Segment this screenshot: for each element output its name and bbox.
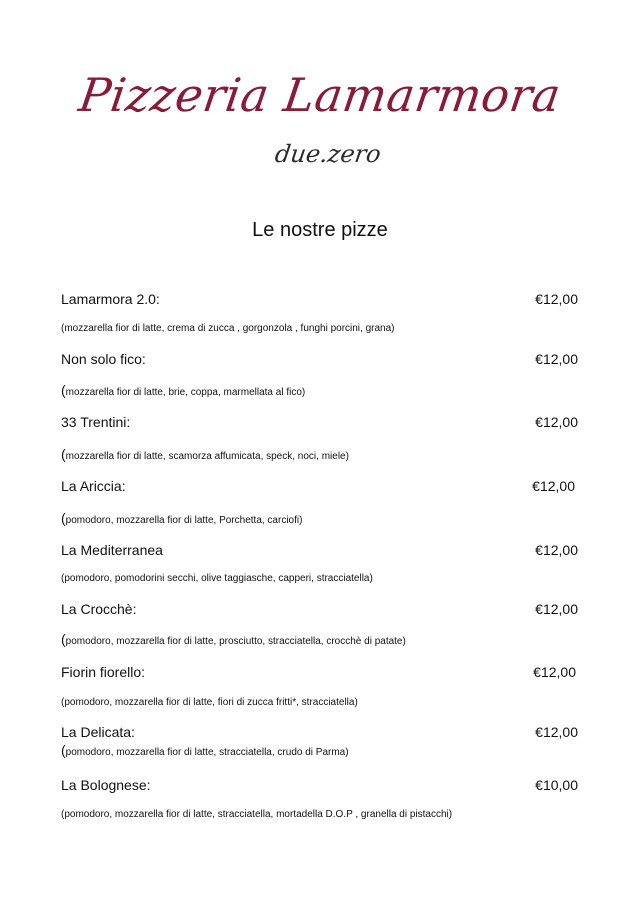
pizza-description: (pomodoro, mozzarella fior di latte, stracciatella, mortadella D.O.P , granella di pistacchi) (61, 809, 453, 820)
pizza-price: €12,00 (535, 542, 578, 558)
pizza-description: (mozzarella fior di latte, crema di zucca , gorgonzola , funghi porcini, grana) (61, 323, 395, 334)
pizza-price: €12,00 (535, 724, 578, 740)
pizza-description (61, 631, 406, 647)
pizza-name: La Crocchè: (61, 601, 137, 617)
description-text: mozzarella fior di latte, brie, coppa, marmellata al fico) (65, 387, 306, 398)
menu-item-row (61, 601, 578, 617)
open-paren: ( (61, 631, 66, 647)
pizza-name: Non solo fico: (61, 351, 146, 367)
open-paren: ( (61, 510, 66, 526)
pizza-price: €12,00 (535, 601, 578, 617)
menu-heading: Le nostre pizze (252, 219, 388, 241)
pizza-description (61, 446, 349, 462)
open-paren: ( (61, 382, 66, 398)
logo-subtitle: due.zero (273, 140, 383, 168)
pizza-description: (pomodoro, mozzarella fior di latte, fiori di zucca fritti*, stracciatella) (61, 697, 358, 708)
pizza-price: €12,00 (535, 351, 578, 367)
restaurant-logo (0, 60, 640, 170)
pizza-name: La Bolognese: (61, 777, 151, 793)
open-paren: ( (61, 446, 66, 462)
menu-item-row (61, 291, 578, 307)
pizza-name: La Mediterranea (61, 542, 163, 558)
pizza-description: (pomodoro, pomodorini secchi, olive taggiasche, capperi, stracciatella) (61, 573, 373, 584)
description-text: mozzarella fior di latte, scamorza affumicata, speck, noci, miele) (65, 451, 349, 462)
pizza-price: €12,00 (535, 414, 578, 430)
description-text: pomodoro, mozzarella fior di latte, prosciutto, stracciatella, crocchè di patate) (65, 636, 406, 647)
pizza-price: €12,00 (533, 664, 576, 680)
pizza-price: €10,00 (535, 777, 578, 793)
menu-item-row (61, 724, 578, 740)
pizza-name: La Ariccia: (61, 478, 126, 494)
menu-item-row (61, 664, 576, 680)
menu-item-row (61, 542, 578, 558)
pizza-price: €12,00 (535, 291, 578, 307)
menu-item-row (61, 414, 578, 430)
logo-title: Pizzeria Lamarmora (75, 68, 565, 122)
pizza-name: 33 Trentini: (61, 414, 131, 430)
menu-item-row (61, 478, 575, 494)
pizza-price: €12,00 (532, 478, 575, 494)
menu-item-row (61, 777, 578, 793)
description-text: pomodoro, mozzarella fior di latte, stracciatella, crudo di Parma) (65, 747, 349, 758)
pizza-name: Lamarmora 2.0: (61, 291, 160, 307)
description-text: pomodoro, mozzarella fior di latte, Porchetta, carciofi) (65, 515, 303, 526)
pizza-description (61, 382, 305, 398)
pizza-name: Fiorin fiorello: (61, 664, 146, 680)
pizza-description (61, 510, 302, 526)
menu-item-row (61, 351, 578, 367)
pizza-name: La Delicata: (61, 724, 135, 740)
open-paren: ( (61, 742, 66, 758)
pizza-description (61, 742, 349, 758)
